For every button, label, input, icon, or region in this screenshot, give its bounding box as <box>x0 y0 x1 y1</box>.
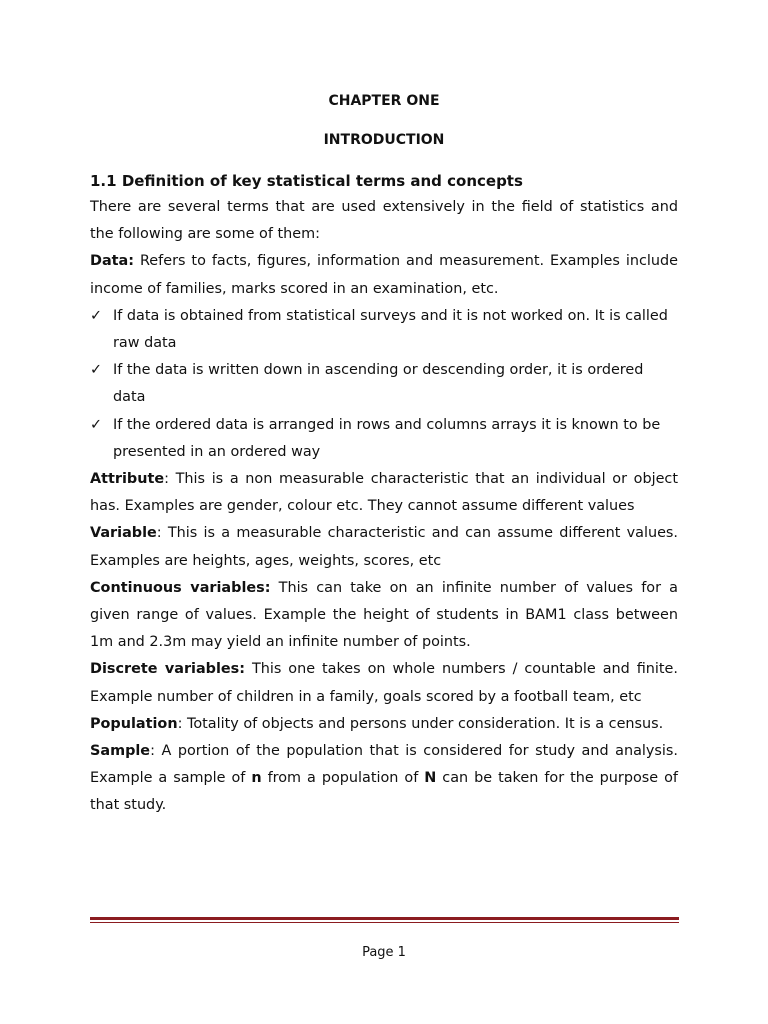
check-icon: ✓ <box>90 307 103 324</box>
term-variable: Variable <box>90 525 157 542</box>
definition-attribute <box>90 466 678 520</box>
list-item <box>90 357 678 411</box>
list-item <box>90 412 678 466</box>
footer-rule-thin <box>90 922 679 923</box>
term-population: Population <box>90 715 178 732</box>
definition-population <box>90 711 678 738</box>
page-number: Page 1 <box>362 945 406 960</box>
definition-sample-text-1: : A portion of the population that is considered for study and analysis. Example a sample of <box>90 743 678 787</box>
section-heading <box>90 171 523 191</box>
data-checklist <box>90 303 678 466</box>
definition-attribute-text: : This is a non measurable characteristic that an individual or object has. Examples are gender, colour etc. They cannot assume different values <box>90 471 678 515</box>
section-number: 1.1 <box>90 172 117 190</box>
symbol-N: N <box>424 770 437 787</box>
chapter-subtitle: INTRODUCTION <box>323 132 445 148</box>
list-item-text: If the ordered data is arranged in rows and columns arrays it is known to be presented in an ordered way <box>113 416 661 460</box>
intro-paragraph: There are several terms that are used extensively in the field of statistics and the following are some of them: <box>90 199 678 243</box>
section-title: Definition of key statistical terms and concepts <box>121 172 523 190</box>
list-item-text: If the data is written down in ascending or descending order, it is ordered data <box>113 362 644 406</box>
term-sample: Sample <box>90 743 151 760</box>
term-continuous: Continuous variables: <box>90 579 271 596</box>
definition-continuous-text: This can take on an infinite number of values for a given range of values. Example the height of students in BAM1 class between 1m and 2.3m may yield an infinite number of points. <box>90 579 678 651</box>
definition-sample-text-2: from a population of <box>261 770 425 787</box>
symbol-n: n <box>251 770 262 787</box>
footer-rule <box>90 917 679 920</box>
definition-data-text: Refers to facts, figures, information and measurement. Examples include income of families, marks scored in an examination, etc. <box>90 253 678 297</box>
definition-continuous <box>90 575 678 657</box>
term-data: Data: <box>90 253 135 270</box>
check-icon: ✓ <box>90 362 103 379</box>
term-discrete: Discrete variables: <box>90 661 245 678</box>
definition-data <box>90 248 678 302</box>
list-item-text: If data is obtained from statistical surveys and it is not worked on. It is called raw data <box>113 307 668 352</box>
body-text <box>90 194 678 820</box>
definition-variable-text: : This is a measurable characteristic and can assume different values. Examples are heights, ages, weights, scores, etc <box>90 525 678 569</box>
definition-discrete-text: This one takes on whole numbers / countable and finite. Example number of children in a family, goals scored by a football team, etc <box>90 661 678 705</box>
chapter-title: CHAPTER ONE <box>328 93 440 109</box>
definition-sample <box>90 738 678 820</box>
term-attribute: Attribute <box>90 471 165 488</box>
definition-variable <box>90 520 678 574</box>
check-icon: ✓ <box>90 416 103 433</box>
definition-population-text: : Totality of objects and persons under consideration. It is a census. <box>177 715 664 732</box>
definition-discrete <box>90 656 678 710</box>
definition-sample-text-3: can be taken for the purpose of that study. <box>90 770 678 814</box>
list-item <box>90 303 678 357</box>
